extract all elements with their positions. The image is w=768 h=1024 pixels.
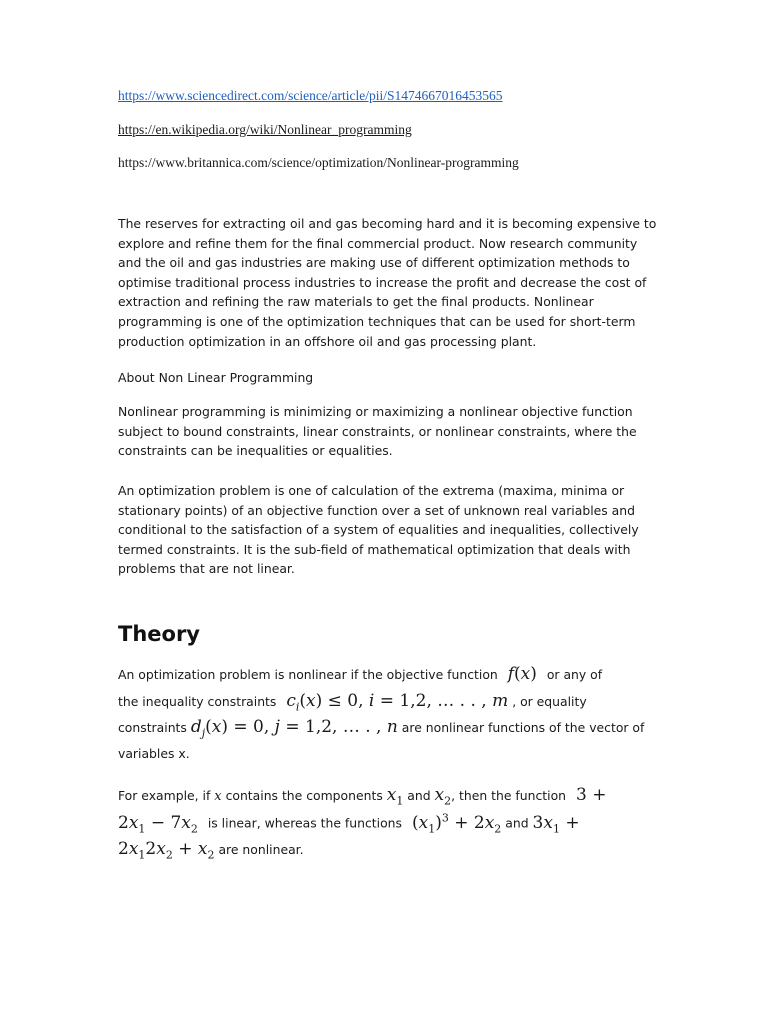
theory-text: are nonlinear functions of the vector of: [401, 720, 645, 735]
example-text: contains the components: [225, 788, 383, 803]
math-nonlinear-function-2-end: $2x_12x_2 + x_2$: [118, 839, 215, 862]
math-x2: $x_2$: [434, 785, 452, 808]
theory-heading: Theory: [118, 622, 200, 646]
theory-text: variables x.: [118, 746, 190, 761]
theory-line-1: [118, 664, 602, 684]
math-nonlinear-function-1: $(x_1)^3 + 2x_2$: [411, 811, 502, 836]
example-text: For example, if: [118, 788, 211, 803]
theory-text: , or equality: [512, 694, 587, 709]
math-linear-function-end: $2x_1 - 7x_2$: [118, 812, 198, 836]
math-x: x: [214, 789, 222, 804]
math-objective-function: f(x): [507, 664, 537, 684]
about-heading: About Non Linear Programming: [118, 370, 314, 385]
theory-text: An optimization problem is nonlinear if the objective function: [118, 667, 498, 682]
theory-text: constraints: [118, 720, 187, 735]
example-line-2: [118, 811, 580, 835]
definition-paragraph: Nonlinear programming is minimizing or maximizing a nonlinear objective function subject to bound constraints, linear constraints, or nonlinear constraints, where the constraints can be inequalities or equalities.: [118, 404, 637, 459]
intro-paragraph: The reserves for extracting oil and gas becoming hard and it is becoming expensive to explore and refine them for the final commercial product. Now research community and the oil and gas industries are making use of different optimization methods to optimise traditional process industries to increase the profit and decrease the cost of extraction and refining the raw materials to get the final products. Nonlinear programming is one of the optimization techniques that can be used for short-term production optimization in an offshore oil and gas processing plant.: [118, 216, 657, 349]
theory-line-4: [118, 746, 190, 761]
math-inequality-constraints: $c_i(x) \le 0$, i = 1,2, … . . , m: [286, 691, 509, 714]
example-line-1: [118, 785, 606, 807]
example-text: and: [407, 788, 431, 803]
math-linear-function-start: 3 +: [576, 785, 607, 805]
math-equality-constraints: $d_j(x) = 0$, j = 1,2, … . , n: [190, 717, 398, 740]
math-nonlinear-function-2-start: $3x_1$ +: [532, 812, 580, 836]
example-text: are nonlinear.: [218, 842, 304, 857]
example-text: is linear, whereas the functions: [207, 815, 402, 831]
theory-text: the inequality constraints: [118, 694, 277, 709]
link-sciencedirect[interactable]: https://www.sciencedirect.com/science/article/pii/S1474667016453565: [118, 88, 503, 103]
theory-line-2: [118, 691, 587, 713]
math-x1: $x_1$: [386, 785, 404, 808]
optimization-paragraph: An optimization problem is one of calculation of the extrema (maxima, minima or stationary points) of an objective function over a set of unknown real variables and conditional to the satisfaction of a system of equalities and inequalities, collectively termed constraints. It is the sub-field of mathematical optimization that deals with problems that are not linear.: [118, 483, 639, 577]
link-wikipedia[interactable]: https://en.wikipedia.org/wiki/Nonlinear_programming: [118, 122, 412, 137]
example-text: , then the function: [451, 788, 567, 803]
example-line-3: [118, 839, 304, 861]
theory-text: or any of: [546, 667, 603, 682]
theory-line-3: [118, 717, 644, 739]
example-text: and: [505, 815, 529, 831]
link-britannica[interactable]: https://www.britannica.com/science/optimization/Nonlinear-programming: [118, 155, 519, 170]
